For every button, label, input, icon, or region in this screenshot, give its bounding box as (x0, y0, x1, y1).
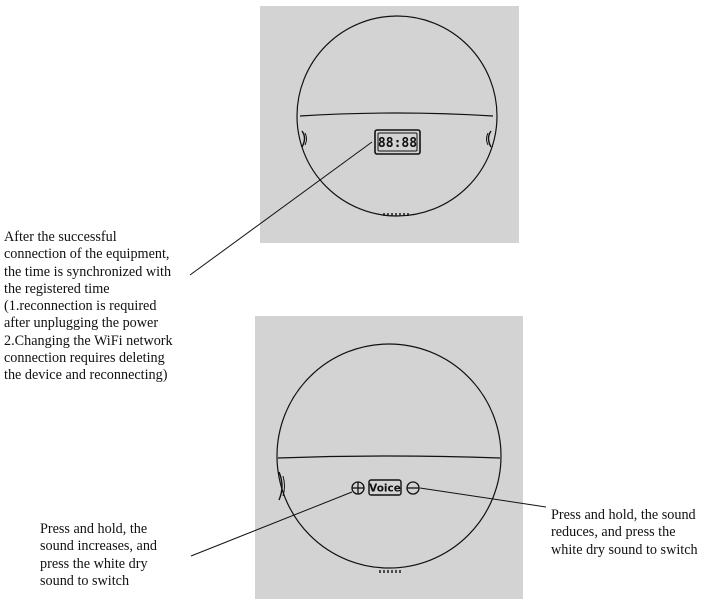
plus-button-leader-line (191, 492, 352, 556)
top-device-left-side-detail (302, 131, 307, 147)
bottom-device-seam (278, 456, 500, 458)
top-device-body (297, 16, 497, 216)
plus-circle-icon (352, 482, 364, 494)
bottom-device-speaker-grille (380, 570, 400, 573)
time-display-leader-line (190, 142, 372, 275)
bottom-device (277, 344, 501, 573)
top-device-speaker-grille (384, 213, 408, 216)
time-sync-annotation: After the successful connection of the equipment, the time is synchronized with the registered time (1.reconnection is required after unplugging the power 2.Changing the WiFi network connection requires deleting the device and reconnecting) (4, 229, 173, 384)
top-device-seam (300, 113, 493, 116)
top-device (297, 16, 497, 216)
minus-button-leader-line (420, 488, 546, 507)
time-display-digits: 88:88 (377, 136, 418, 151)
volume-up-annotation: Press and hold, the sound increases, and press the white dry sound to switch (40, 521, 158, 589)
volume-down-annotation: Press and hold, the sound reduces, and press the white dry sound to switch (551, 507, 698, 558)
minus-circle-icon (407, 482, 419, 494)
voice-button-label: Voice (369, 482, 401, 495)
top-device-right-side-detail (487, 131, 492, 147)
